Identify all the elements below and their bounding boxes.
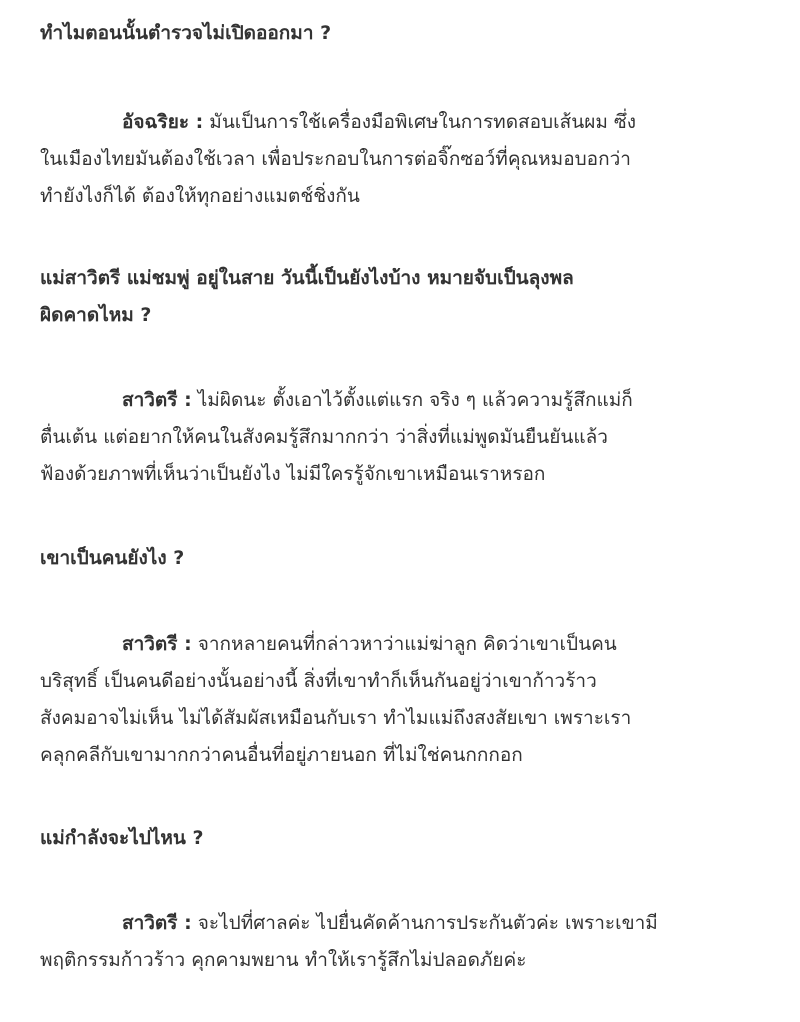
- answer-line: [40, 626, 780, 663]
- answer-line: [40, 382, 780, 419]
- answer-1: [40, 104, 780, 215]
- answer-line: คลุกคลีกับเขามากกว่าคนอื่นที่อยู่ภายนอก ที่ไม่ใช่คนกกกอก: [40, 744, 523, 766]
- question-line: แม่สาวิตรี แม่ชมพู่ อยู่ในสาย วันนี้เป็นยังไงบ้าง หมายจับเป็นลุงพล: [40, 267, 574, 289]
- answer-3: [40, 626, 780, 774]
- question-1: [40, 15, 780, 52]
- speaker-label: สาวิตรี :: [122, 389, 192, 411]
- answer-line: [40, 905, 780, 942]
- speaker-label: อัจฉริยะ :: [122, 111, 204, 133]
- answer-line: [40, 104, 780, 141]
- question-line: แม่กำลังจะไปไหน ?: [40, 827, 204, 849]
- answer-text: มันเป็นการใช้เครื่องมือพิเศษในการทดสอบเส้นผม ซึ่ง: [209, 111, 637, 133]
- answer-4: [40, 905, 780, 979]
- speaker-label: สาวิตรี :: [122, 912, 192, 934]
- question-2: [40, 260, 780, 334]
- question-line: ทำไมตอนนั้นตำรวจไม่เปิดออกมา ?: [40, 22, 332, 44]
- answer-line: ในเมืองไทยมันต้องใช้เวลา เพื่อประกอบในการต่อจิ๊กซอว์ที่คุณหมอบอกว่า: [40, 148, 631, 170]
- answer-line: สังคมอาจไม่เห็น ไม่ได้สัมผัสเหมือนกับเรา ทำไมแม่ถึงสงสัยเขา เพราะเรา: [40, 707, 632, 729]
- answer-2: [40, 382, 780, 493]
- answer-text: จะไปที่ศาลค่ะ ไปยื่นคัดค้านการประกันตัวค่ะ เพราะเขามี: [197, 912, 658, 934]
- question-line: ผิดคาดไหม ?: [40, 304, 152, 326]
- question-line: เขาเป็นคนยังไง ?: [40, 547, 185, 569]
- answer-text: จากหลายคนที่กล่าวหาว่าแม่ฆ่าลูก คิดว่าเขาเป็นคน: [197, 633, 617, 655]
- answer-text: ไม่ผิดนะ ตั้งเอาไว้ตั้งแต่แรก จริง ๆ แล้วความรู้สึกแม่ก็: [197, 389, 633, 411]
- answer-line: ฟ้องด้วยภาพที่เห็นว่าเป็นยังไง ไม่มีใครรู้จักเขาเหมือนเราหรอก: [40, 463, 546, 485]
- answer-line: ทำยังไงก็ได้ ต้องให้ทุกอย่างแมตช์ชิ่งกัน: [40, 185, 360, 207]
- answer-line: ตื่นเต้น แต่อยากให้คนในสังคมรู้สึกมากกว่า ว่าสิ่งที่แม่พูดมันยืนยันแล้ว: [40, 426, 608, 448]
- speaker-label: สาวิตรี :: [122, 633, 192, 655]
- question-3: [40, 540, 780, 577]
- question-4: [40, 820, 780, 857]
- answer-line: พฤติกรรมก้าวร้าว คุกคามพยาน ทำให้เรารู้สึกไม่ปลอดภัยค่ะ: [40, 949, 527, 971]
- answer-line: บริสุทธิ์ เป็นคนดีอย่างนั้นอย่างนี้ สิ่งที่เขาทำก็เห็นกันอยู่ว่าเขาก้าวร้าว: [40, 670, 597, 692]
